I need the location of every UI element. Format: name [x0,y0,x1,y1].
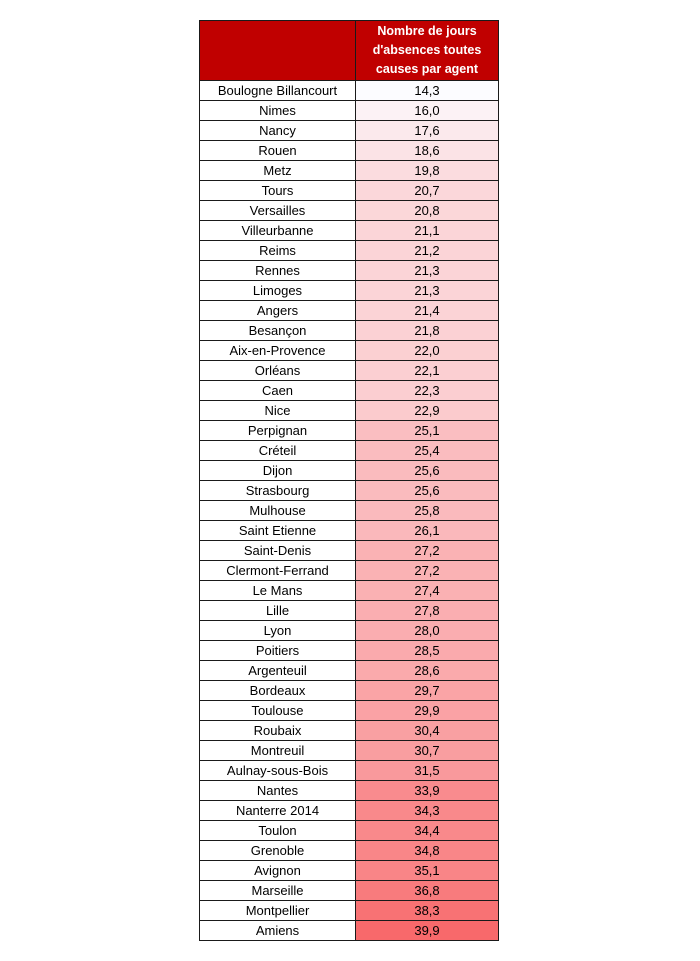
city-cell: Nantes [200,781,356,800]
city-cell: Limoges [200,281,356,300]
city-cell: Boulogne Billancourt [200,81,356,100]
table-row [199,701,499,721]
city-cell: Marseille [200,881,356,900]
table-row [199,221,499,241]
value-cell: 38,3 [356,901,498,920]
city-cell: Dijon [200,461,356,480]
value-cell: 21,8 [356,321,498,340]
absence-table [199,20,499,941]
value-cell: 14,3 [356,81,498,100]
value-cell: 20,7 [356,181,498,200]
table-row [199,441,499,461]
city-cell: Nanterre 2014 [200,801,356,820]
city-cell: Saint Etienne [200,521,356,540]
value-cell: 30,7 [356,741,498,760]
table-row [199,461,499,481]
table-row [199,321,499,341]
value-cell: 22,0 [356,341,498,360]
value-cell: 26,1 [356,521,498,540]
table-row [199,721,499,741]
value-cell: 25,4 [356,441,498,460]
city-cell: Avignon [200,861,356,880]
value-cell: 22,1 [356,361,498,380]
value-cell: 21,4 [356,301,498,320]
city-cell: Lille [200,601,356,620]
city-cell: Villeurbanne [200,221,356,240]
value-cell: 34,8 [356,841,498,860]
city-cell: Toulouse [200,701,356,720]
city-cell: Orléans [200,361,356,380]
header-value-cell: Nombre de jours d'absences toutes causes par agent [356,21,498,80]
city-cell: Poitiers [200,641,356,660]
table-row [199,261,499,281]
value-cell: 28,6 [356,661,498,680]
city-cell: Clermont-Ferrand [200,561,356,580]
value-cell: 20,8 [356,201,498,220]
value-cell: 25,6 [356,481,498,500]
value-cell: 27,4 [356,581,498,600]
city-cell: Nice [200,401,356,420]
value-cell: 21,3 [356,281,498,300]
value-cell: 36,8 [356,881,498,900]
table-row [199,681,499,701]
value-cell: 27,2 [356,541,498,560]
table-row [199,641,499,661]
table-row [199,181,499,201]
table-row [199,781,499,801]
city-cell: Tours [200,181,356,200]
value-cell: 21,3 [356,261,498,280]
table-row [199,281,499,301]
table-row [199,421,499,441]
value-cell: 27,2 [356,561,498,580]
city-cell: Nimes [200,101,356,120]
table-row [199,481,499,501]
value-cell: 28,5 [356,641,498,660]
table-row [199,561,499,581]
value-cell: 25,1 [356,421,498,440]
city-cell: Caen [200,381,356,400]
city-cell: Angers [200,301,356,320]
city-cell: Aix-en-Provence [200,341,356,360]
value-cell: 18,6 [356,141,498,160]
value-cell: 22,3 [356,381,498,400]
value-cell: 34,4 [356,821,498,840]
value-cell: 28,0 [356,621,498,640]
city-cell: Reims [200,241,356,260]
table-row [199,841,499,861]
city-cell: Grenoble [200,841,356,860]
table-row [199,301,499,321]
table-row [199,381,499,401]
table-body [199,81,499,941]
city-cell: Besançon [200,321,356,340]
table-row [199,81,499,101]
table-row [199,801,499,821]
value-cell: 33,9 [356,781,498,800]
city-cell: Montreuil [200,741,356,760]
table-row [199,241,499,261]
value-cell: 31,5 [356,761,498,780]
header-city-cell [200,21,356,80]
table-row [199,881,499,901]
value-cell: 21,1 [356,221,498,240]
table-row [199,741,499,761]
value-cell: 39,9 [356,921,498,940]
value-cell: 25,8 [356,501,498,520]
table-row [199,581,499,601]
value-cell: 29,9 [356,701,498,720]
table-row [199,121,499,141]
city-cell: Rennes [200,261,356,280]
city-cell: Argenteuil [200,661,356,680]
city-cell: Aulnay-sous-Bois [200,761,356,780]
city-cell: Toulon [200,821,356,840]
value-cell: 17,6 [356,121,498,140]
value-cell: 35,1 [356,861,498,880]
city-cell: Versailles [200,201,356,220]
city-cell: Créteil [200,441,356,460]
city-cell: Perpignan [200,421,356,440]
table-row [199,601,499,621]
table-row [199,901,499,921]
table-row [199,541,499,561]
city-cell: Lyon [200,621,356,640]
city-cell: Amiens [200,921,356,940]
value-cell: 27,8 [356,601,498,620]
value-cell: 30,4 [356,721,498,740]
value-cell: 22,9 [356,401,498,420]
table-row [199,341,499,361]
table-header [199,20,499,81]
table-row [199,501,499,521]
value-cell: 21,2 [356,241,498,260]
city-cell: Mulhouse [200,501,356,520]
table-row [199,921,499,941]
city-cell: Bordeaux [200,681,356,700]
value-cell: 34,3 [356,801,498,820]
table-row [199,361,499,381]
table-row [199,761,499,781]
table-row [199,861,499,881]
table-row [199,201,499,221]
table-row [199,661,499,681]
city-cell: Metz [200,161,356,180]
city-cell: Roubaix [200,721,356,740]
value-cell: 19,8 [356,161,498,180]
table-row [199,821,499,841]
value-cell: 25,6 [356,461,498,480]
table-row [199,621,499,641]
value-cell: 16,0 [356,101,498,120]
city-cell: Le Mans [200,581,356,600]
city-cell: Strasbourg [200,481,356,500]
table-row [199,521,499,541]
city-cell: Rouen [200,141,356,160]
table-row [199,141,499,161]
table-row [199,401,499,421]
table-row [199,101,499,121]
city-cell: Saint-Denis [200,541,356,560]
value-cell: 29,7 [356,681,498,700]
city-cell: Nancy [200,121,356,140]
table-row [199,161,499,181]
city-cell: Montpellier [200,901,356,920]
